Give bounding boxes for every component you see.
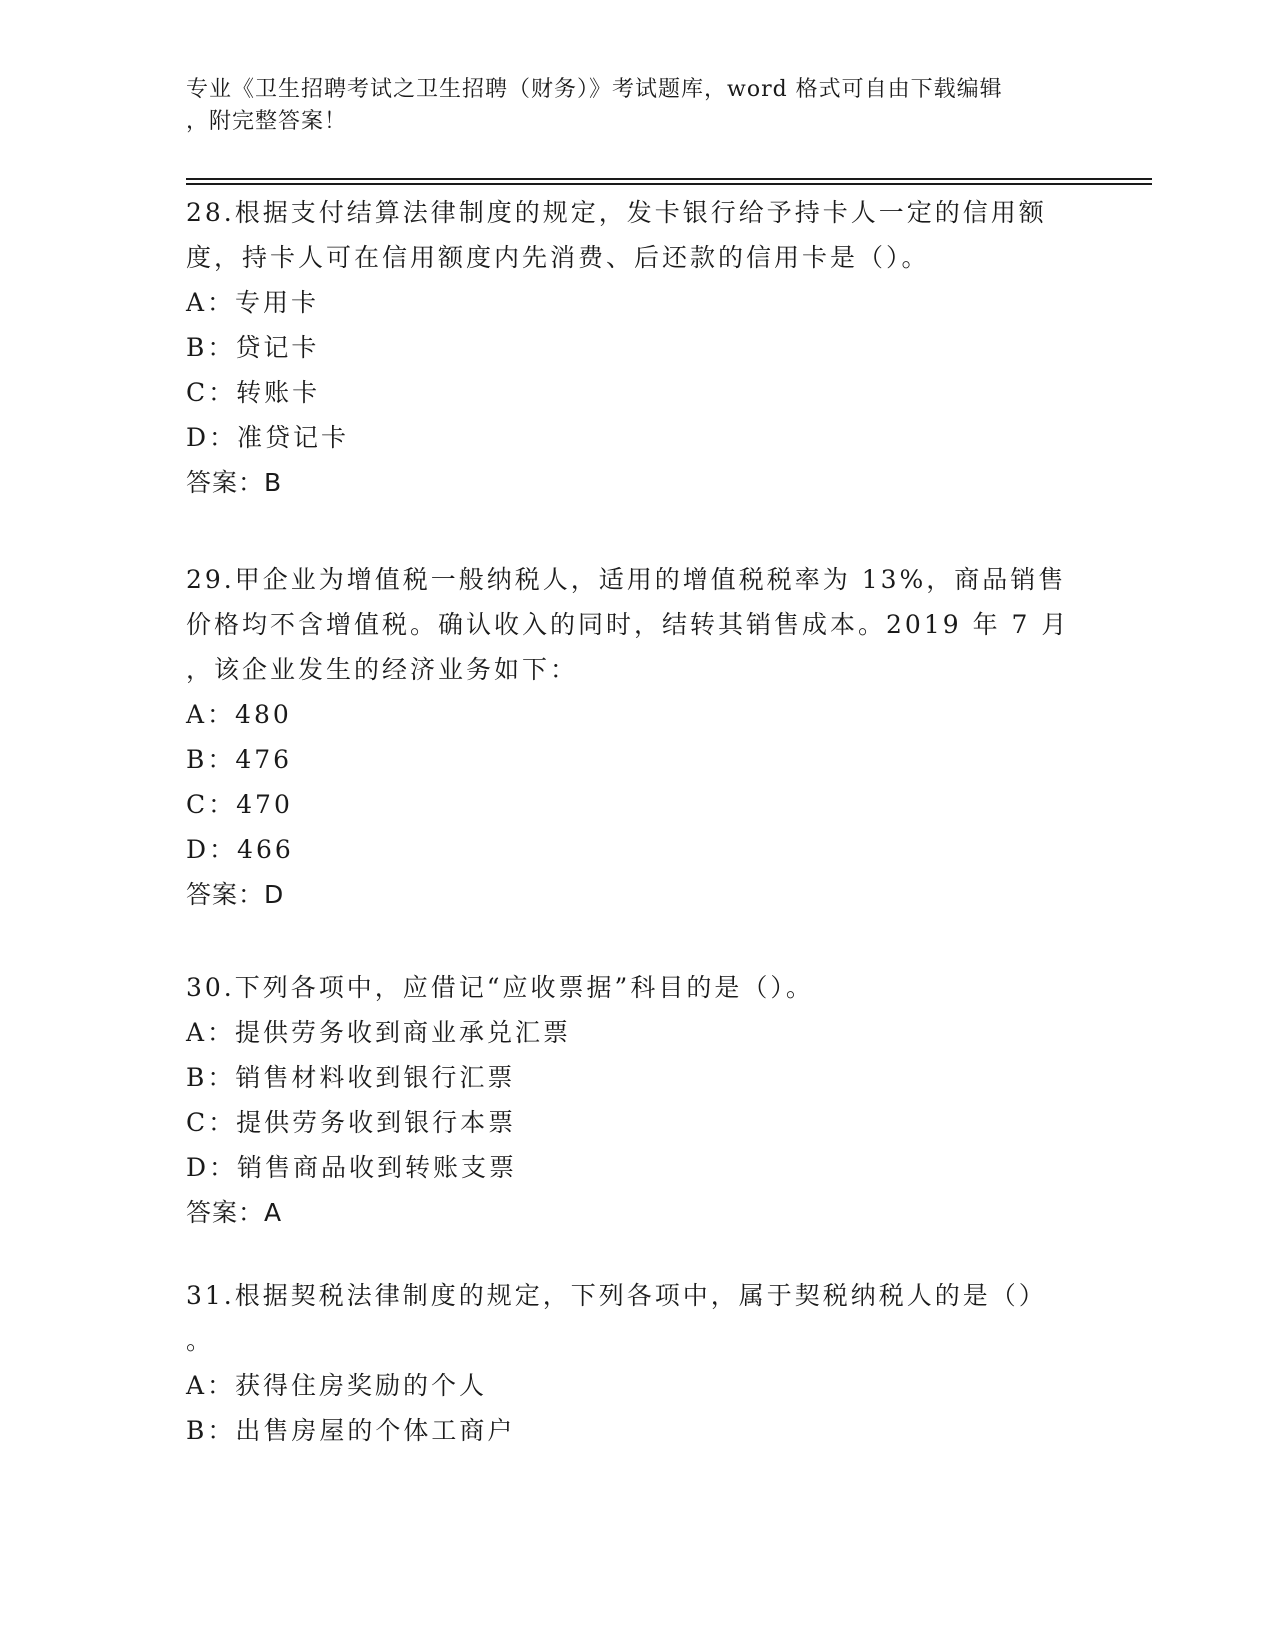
option-a: A：提供劳务收到商业承兑汇票: [186, 1018, 572, 1047]
header-divider: [186, 178, 1152, 180]
option-a: A：专用卡: [186, 288, 320, 317]
question-text: 30.下列各项中，应借记“应收票据”科目的是（）。: [186, 973, 814, 1002]
header-line: ，附完整答案！: [186, 109, 348, 134]
header-divider: [186, 183, 1152, 185]
question-text: ，该企业发生的经济业务如下：: [186, 655, 579, 684]
answer: 答案：D: [186, 880, 285, 909]
option-b: B：476: [186, 745, 293, 774]
option-c: C：提供劳务收到银行本票: [186, 1108, 517, 1137]
option-c: C：470: [186, 790, 293, 819]
option-b: B：出售房屋的个体工商户: [186, 1416, 516, 1445]
question-text: 29.甲企业为增值税一般纳税人，适用的增值税税率为 13%，商品销售: [186, 565, 1067, 594]
document-header: [186, 74, 1086, 138]
option-c: C：转账卡: [186, 378, 321, 407]
option-d: D：销售商品收到转账支票: [186, 1153, 518, 1182]
question-text: 31.根据契税法律制度的规定，下列各项中，属于契税纳税人的是（）: [186, 1281, 1047, 1310]
option-a: A：480: [186, 700, 292, 729]
question-28: [186, 190, 1086, 505]
question-text: 。: [186, 1326, 215, 1355]
option-d: D：466: [186, 835, 294, 864]
answer: 答案：A: [186, 1198, 283, 1227]
question-31: [186, 1273, 1086, 1453]
option-d: D：准贷记卡: [186, 423, 350, 452]
question-29: [186, 557, 1086, 917]
header-line: 专业《卫生招聘考试之卫生招聘（财务）》考试题库，word 格式可自由下载编辑: [186, 77, 1003, 102]
option-b: B：销售材料收到银行汇票: [186, 1063, 516, 1092]
option-b: B：贷记卡: [186, 333, 320, 362]
question-text: 度，持卡人可在信用额度内先消费、后还款的信用卡是（）。: [186, 243, 930, 272]
question-30: [186, 965, 1086, 1235]
answer: 答案：B: [186, 468, 283, 497]
question-text: 28.根据支付结算法律制度的规定，发卡银行给予持卡人一定的信用额: [186, 198, 1047, 227]
option-a: A：获得住房奖励的个人: [186, 1371, 488, 1400]
question-text: 价格均不含增值税。确认收入的同时，结转其销售成本。2019 年 7 月: [186, 610, 1070, 639]
